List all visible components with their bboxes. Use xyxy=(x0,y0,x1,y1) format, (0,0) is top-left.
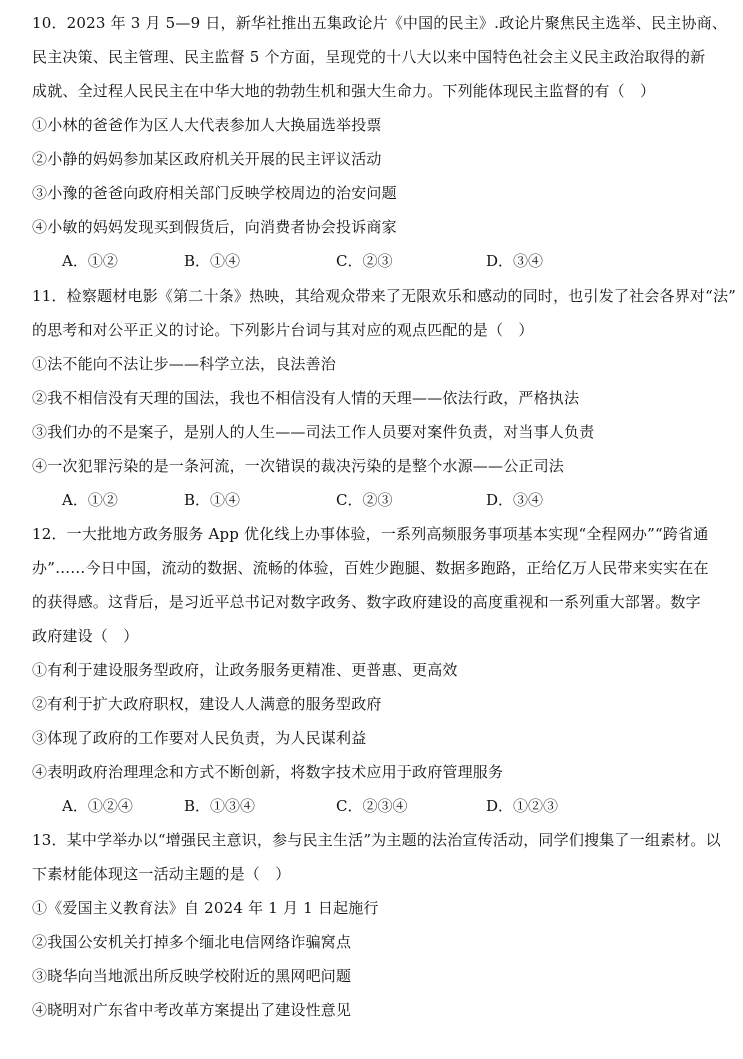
question-11-option-b[interactable]: B．①④ xyxy=(184,491,241,509)
question-12-option-b[interactable]: B．①③④ xyxy=(184,797,256,815)
question-10-item-3: ③小豫的爸爸向政府相关部门反映学校周边的治安问题 xyxy=(32,184,397,202)
question-13-item-4: ④晓明对广东省中考改革方案提出了建设性意见 xyxy=(32,1001,352,1019)
question-12-stem-line-1: 12．一大批地方政务服务 App 优化线上办事体验，一系列高频服务事项基本实现“全程网办”“跨省通 xyxy=(32,525,709,543)
question-10-option-b[interactable]: B．①④ xyxy=(184,252,241,270)
question-13-stem-line-1: 13．某中学举办以“增强民主意识，参与民主生活”为主题的法治宣传活动，同学们搜集了一组素材。以 xyxy=(32,831,721,849)
question-11-stem-line-2: 的思考和对公平正义的讨论。下列影片台词与其对应的观点匹配的是（ ） xyxy=(32,321,534,339)
question-12-item-4: ④表明政府治理理念和方式不断创新，将数字技术应用于政府管理服务 xyxy=(32,763,504,781)
question-10-item-2: ②小静的妈妈参加某区政府机关开展的民主评议活动 xyxy=(32,150,382,168)
question-12-option-c[interactable]: C．②③④ xyxy=(336,797,408,815)
question-10-stem-line-2: 民主决策、民主管理、民主监督 5 个方面，呈现党的十八大以来中国特色社会主义民主政治取得的新 xyxy=(32,48,706,66)
question-12-stem-line-2: 办”……今日中国，流动的数据、流畅的体验，百姓少跑腿、数据多跑路，正给亿万人民带来实实在在 xyxy=(32,559,709,577)
question-11-item-2: ②我不相信没有天理的国法，我也不相信没有人情的天理——依法行政，严格执法 xyxy=(32,389,580,407)
question-12-stem-line-4: 政府建设（ ） xyxy=(32,627,139,645)
question-10-option-d[interactable]: D．③④ xyxy=(486,252,544,270)
question-12-options xyxy=(62,796,702,816)
question-12-option-d[interactable]: D．①②③ xyxy=(486,797,559,815)
question-12-item-2: ②有利于扩大政府职权，建设人人满意的服务型政府 xyxy=(32,695,382,713)
question-11-option-d[interactable]: D．③④ xyxy=(486,491,544,509)
question-11-item-3: ③我们办的不是案子，是别人的人生——司法工作人员要对案件负责，对当事人负责 xyxy=(32,423,595,441)
question-10-item-4: ④小敏的妈妈发现买到假货后，向消费者协会投诉商家 xyxy=(32,218,397,236)
question-11-option-c[interactable]: C．②③ xyxy=(336,491,393,509)
question-13-stem-line-2: 下素材能体现这一活动主题的是（ ） xyxy=(32,865,291,883)
question-10-item-1: ①小林的爸爸作为区人大代表参加人大换届选举投票 xyxy=(32,116,382,134)
question-11-stem-line-1: 11．检察题材电影《第二十条》热映，其给观众带来了无限欢乐和感动的同时，也引发了社会各界对“法” xyxy=(32,287,737,305)
question-10-options xyxy=(62,251,702,271)
question-10-stem-line-3: 成就、全过程人民民主在中华大地的勃勃生机和强大生命力。下列能体现民主监督的有（ ） xyxy=(32,82,656,100)
question-13-item-3: ③晓华向当地派出所反映学校附近的黑网吧问题 xyxy=(32,967,352,985)
question-13-item-1: ①《爱国主义教育法》自 2024 年 1 月 1 日起施行 xyxy=(32,899,379,917)
question-13-item-2: ②我国公安机关打掉多个缅北电信网络诈骗窝点 xyxy=(32,933,352,951)
question-12-item-1: ①有利于建设服务型政府，让政务服务更精准、更普惠、更高效 xyxy=(32,661,458,679)
question-10-stem-line-1: 10．2023 年 3 月 5—9 日，新华社推出五集政论片《中国的民主》.政论片聚焦民主选举、民主协商、 xyxy=(32,14,728,32)
question-11-options xyxy=(62,490,702,510)
question-11-option-a[interactable]: A．①② xyxy=(62,491,118,509)
question-11-item-4: ④一次犯罪污染的是一条河流，一次错误的裁决污染的是整个水源——公正司法 xyxy=(32,457,565,475)
question-12-item-3: ③体现了政府的工作要对人民负责，为人民谋利益 xyxy=(32,729,367,747)
question-10-option-c[interactable]: C．②③ xyxy=(336,252,393,270)
question-12-stem-line-3: 的获得感。这背后，是习近平总书记对数字政务、数字政府建设的高度重视和一系列重大部署。数字 xyxy=(32,593,701,611)
question-12-option-a[interactable]: A．①②④ xyxy=(62,797,133,815)
question-11-item-1: ①法不能向不法让步——科学立法，良法善治 xyxy=(32,355,337,373)
question-10-option-a[interactable]: A．①② xyxy=(62,252,118,270)
